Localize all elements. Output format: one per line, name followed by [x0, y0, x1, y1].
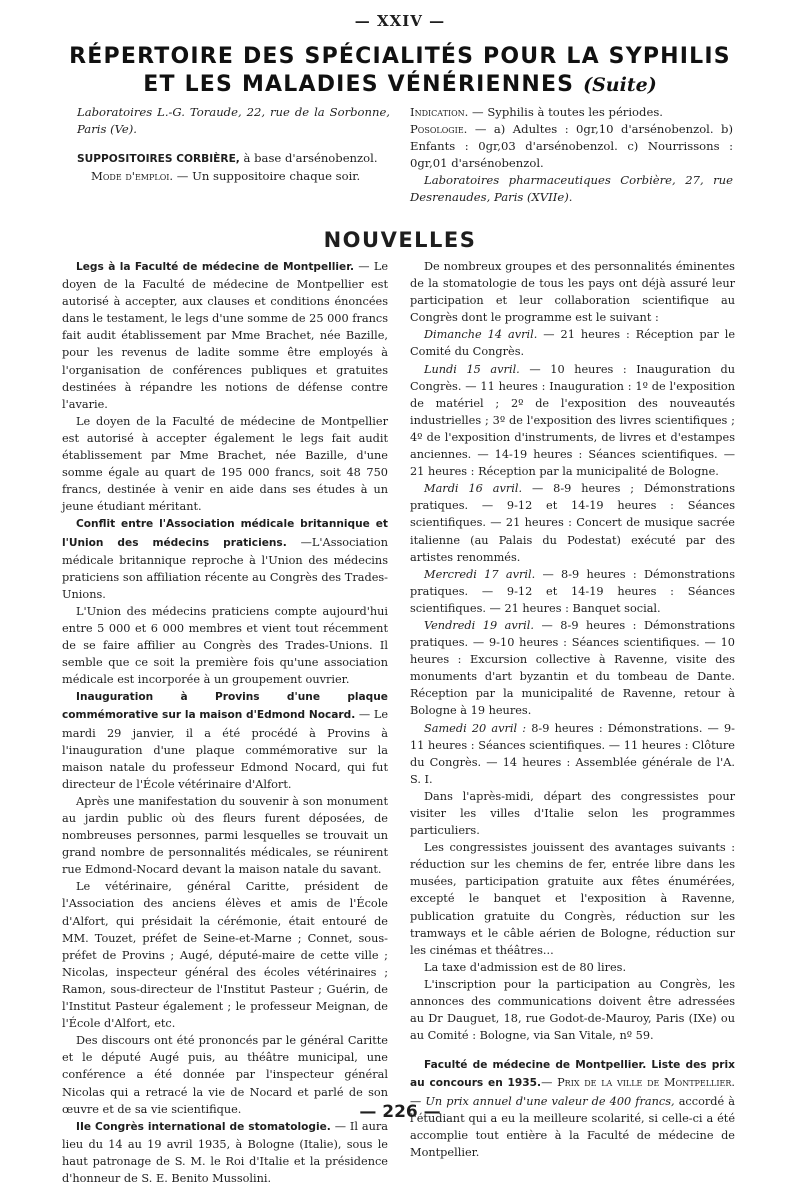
programme-dimanche: [410, 326, 735, 360]
provins-paragraph-2: Après une manifestation du souvenir à son monument au jardin public où des fleurs furent déposées, de nombreuses personnes, parmi lesquelles se trouvait un grand nombre de personnalités médicales, se réunirent rue Edmond-Nocard devant la maison natale du savant.: [62, 794, 388, 877]
provins-text: — Le mardi 29 janvier, il a été procédé à Provins à l'inauguration d'une plaque commémorative sur la maison natale du professeur Edmond Nocard, qui fut directeur de l'École vétérinaire d'Alfort.: [62, 708, 389, 791]
programme-samedi: [410, 720, 735, 788]
specialites-right-column: [410, 104, 733, 206]
mardi-day: Mardi 16 avril.: [424, 482, 523, 496]
repertoire-title-line2: [0, 72, 800, 97]
congres-paragraph-taxe: La taxe d'admission est de 80 lires.: [424, 960, 627, 974]
nouvelles-right-column: [410, 258, 735, 1161]
congres-paragraph-inscription: L'inscription pour la participation au Congrès, les annonces des communications doivent être adressées au Dr Dauguet, 18, rue Godot-de-Mauroy, Paris (IXe) ou au Comité : Bologne, via San Vitale, nº 59.: [410, 977, 735, 1043]
nouvelles-heading: NOUVELLES: [323, 228, 477, 252]
suppositoires-text: à base d'arsénobenzol.: [243, 151, 378, 165]
mode-text: — Un suppositoire chaque soir.: [176, 169, 361, 183]
legs-paragraph-2: Le doyen de la Faculté de médecine de Montpellier est autorisé à accepter également le legs fait audit établissement par Mme Brachet, née Bazille, d'une somme égale au quart de 195 000 francs, soit 48 750 francs, destinée à venir en aide dans ses études à un jeune étudiant méritant.: [62, 414, 388, 514]
congres-intro: De nombreux groupes et des personnalités éminentes de la stomatologie de tous les pays ont déjà assuré leur participation et leur collaboration scientifique au Congrès dont le programme est le suivant :: [410, 260, 735, 325]
article-legs: [62, 258, 388, 413]
article-congres: [62, 1118, 388, 1187]
repertoire-title-line1: RÉPERTOIRE DES SPÉCIALITÉS POUR LA SYPHILIS: [69, 44, 731, 69]
mercredi-day: Mercredi 17 avril.: [424, 567, 536, 581]
provins-lead: Inauguration à Provins d'une plaque commémorative sur la maison d'Edmond Nocard.: [62, 691, 388, 722]
legs-text: — Le doyen de la Faculté de médecine de Montpellier est autorisé à accepter, aux clauses et conditions énoncées dans le testament, le legs d'une somme de 25 000 francs fait audit établissement par Mme Brachet, née Bazille, pour les revenus de ladite somme être employés à l'organisation de conférences publiques et gratuites destinées à répandre les notions de défense contre l'avarie.: [62, 260, 389, 411]
title-line2-text: ET LES MALADIES VÉNÉRIENNES: [143, 72, 575, 97]
congres-lead: IIe Congrès international de stomatologie.: [76, 1120, 331, 1133]
mode-emploi: [77, 168, 390, 185]
programme-mardi: [410, 480, 735, 565]
dimanche-text: — 21 heures : Réception par le Comité du Congrès.: [410, 328, 735, 359]
lundi-text: — 10 heures : Inauguration du Congrès. — 11 heures : Inauguration : 1º de l'exposition de matériel ; 2º de l'exposition des nouveautés industrielles ; 3º de l'exposition des livres scientifiques ; 4º de l'exposition d'instruments, de livres et d'estampes anciennes. — 14-19 heures : Séances scientifiques. — 21 heures : Réception par la municipalité de Bologne.: [410, 362, 736, 479]
suppositoires-entry: [77, 150, 390, 168]
mode-label: Mode d'emploi.: [91, 169, 174, 183]
spacer: [410, 1044, 735, 1056]
conflit-lead: Conflit entre l'Association médicale britannique et l'Union des médecins praticiens.: [62, 518, 388, 549]
nouvelles-left-column: [62, 258, 388, 1187]
article-conflit: [62, 515, 388, 602]
vendredi-day: Vendredi 19 avril.: [424, 618, 534, 632]
programme-lundi: [410, 361, 735, 481]
samedi-day: Samedi 20 avril :: [424, 721, 527, 735]
samedi-text: 8-9 heures : Démonstrations. — 9-11 heures : Séances scientifiques. — 11 heures : Clôture du Congrès. — 14 heures : Assemblée générale de l'A. S. I.: [410, 721, 736, 786]
posologie-text: — a) Adultes : 0gr,10 d'arsénobenzol. b) Enfants : 0gr,03 d'arsénobenzol. c) Nourrissons : 0gr,01 d'arsénobenzol.: [410, 122, 733, 170]
page-number: — 226 —: [359, 1102, 441, 1122]
provins-paragraph-4: Des discours ont été prononcés par le général Caritte et le député Augé puis, au théâtre municipal, une conférence a été donnée par l'inspecteur général Nicolas qui a retracé la vie de Nocard et parlé de son œuvre et de sa vie scientifique.: [62, 1034, 388, 1116]
indication-label: Indication.: [410, 105, 469, 119]
congres-text: — Il aura lieu du 14 au 19 avril 1935, à Bologne (Italie), sous le haut patronage de S. M. le Roi d'Italie et la présidence d'honneur de S. E. Benito Mussolini.: [62, 1119, 388, 1185]
article-provins: [62, 688, 388, 793]
suppositoires-name: SUPPOSITOIRES CORBIÈRE,: [77, 153, 240, 165]
indication: [410, 104, 733, 121]
provins-paragraph-3: Le vétérinaire, général Caritte, président de l'Association des anciens élèves et amis de l'École d'Alfort, qui présidait la cérémonie, était entouré de MM. Touzet, préfet de Seine-et-Marne ; Connet, sous-préfet de Provins ; Augé, député-maire de cette ville ; Nicolas, inspecteur général des écoles vétérinaires ; Ramon, sous-directeur de l'Institut Pasteur ; Guérin, de l'Institut Pasteur également ; le professeur Meignan, de l'École d'Alfort, etc.: [62, 880, 388, 1031]
lab-toraude: Laboratoires L.-G. Toraude, 22, rue de la Sorbonne, Paris (Ve).: [77, 105, 390, 136]
posologie: [410, 121, 733, 172]
title-suite: (Suite): [583, 74, 657, 96]
posologie-label: Posologie.: [410, 122, 468, 136]
prix-annuel: — Un prix annuel d'une valeur de 400 francs,: [410, 1094, 675, 1108]
conflit-paragraph-2: L'Union des médecins praticiens compte aujourd'hui entre 5 000 et 6 000 membres et vient tout récemment de se faire affilier au Congrès des Trades-Unions. Il semble que ce soit la première fois qu'une association médicale est incorporée à un groupement ouvrier.: [62, 604, 388, 687]
congres-paragraph-apres-midi: Dans l'après-midi, départ des congressistes pour visiter les villes d'Italie selon les programmes particuliers.: [410, 789, 735, 838]
mercredi-text: — 8-9 heures : Démonstrations pratiques. — 9-12 et 14-19 heures : Séances scientifiques. — 21 heures : Banquet social.: [410, 567, 735, 615]
lundi-day: Lundi 15 avril.: [424, 362, 520, 376]
lab-corbiere: Laboratoires pharmaceutiques Corbière, 27, rue Desrenaudes, Paris (XVIIe).: [410, 173, 733, 204]
mardi-text: — 8-9 heures ; Démonstrations pratiques. — 9-12 et 14-19 heures : Séances scientifiques. — 21 heures : Concert de musique sacrée italienne (au Palais du Podestat) exécuté par des artistes renommés.: [410, 482, 736, 564]
indication-text: — Syphilis à toutes les périodes.: [472, 105, 663, 119]
prix-ville: — Prix de la ville de Montpellier.: [541, 1076, 735, 1090]
legs-lead: Legs à la Faculté de médecine de Montpellier.: [76, 261, 354, 273]
spacer: [77, 138, 390, 150]
conflit-text: —L'Association médicale britannique reproche à l'Union des médecins praticiens son affiliation récente au Congrès des Trades-Unions.: [62, 535, 388, 601]
page-roman-numeral: — XXIV —: [354, 12, 446, 30]
prix-text: accordé à l'étudiant qui a eu la meilleure scolarité, si celle-ci a été accomplie tout entière à la Faculté de médecine de Montpellier.: [410, 1094, 736, 1159]
vendredi-text: — 8-9 heures : Démonstrations pratiques. — 9-10 heures : Séances scientifiques. — 10 heures : Excursion collective à Ravenne, visite des monuments d'art byzantin et du tombeau de Dante. Réception par la municipalité de Ravenne, retour à Bologne à 19 heures.: [410, 618, 735, 718]
dimanche-day: Dimanche 14 avril.: [424, 328, 538, 342]
programme-vendredi: [410, 617, 735, 720]
prix-lead: Faculté de médecine de Montpellier. Liste des prix au concours en 1935.: [410, 1059, 735, 1090]
programme-mercredi: [410, 566, 735, 617]
congres-paragraph-avantages: Les congressistes jouissent des avantages suivants : réduction sur les chemins de fer, entrée libre dans les musées, participation gratuite aux fêtes énumérées, excepté le banquet et l'exposition à Ravenne, publication gratuite du Congrès, réduction sur les tramways et le câble aérien de Bologne, réduction sur les cinémas et théâtres...: [410, 841, 735, 957]
specialites-left-column: [77, 104, 390, 185]
